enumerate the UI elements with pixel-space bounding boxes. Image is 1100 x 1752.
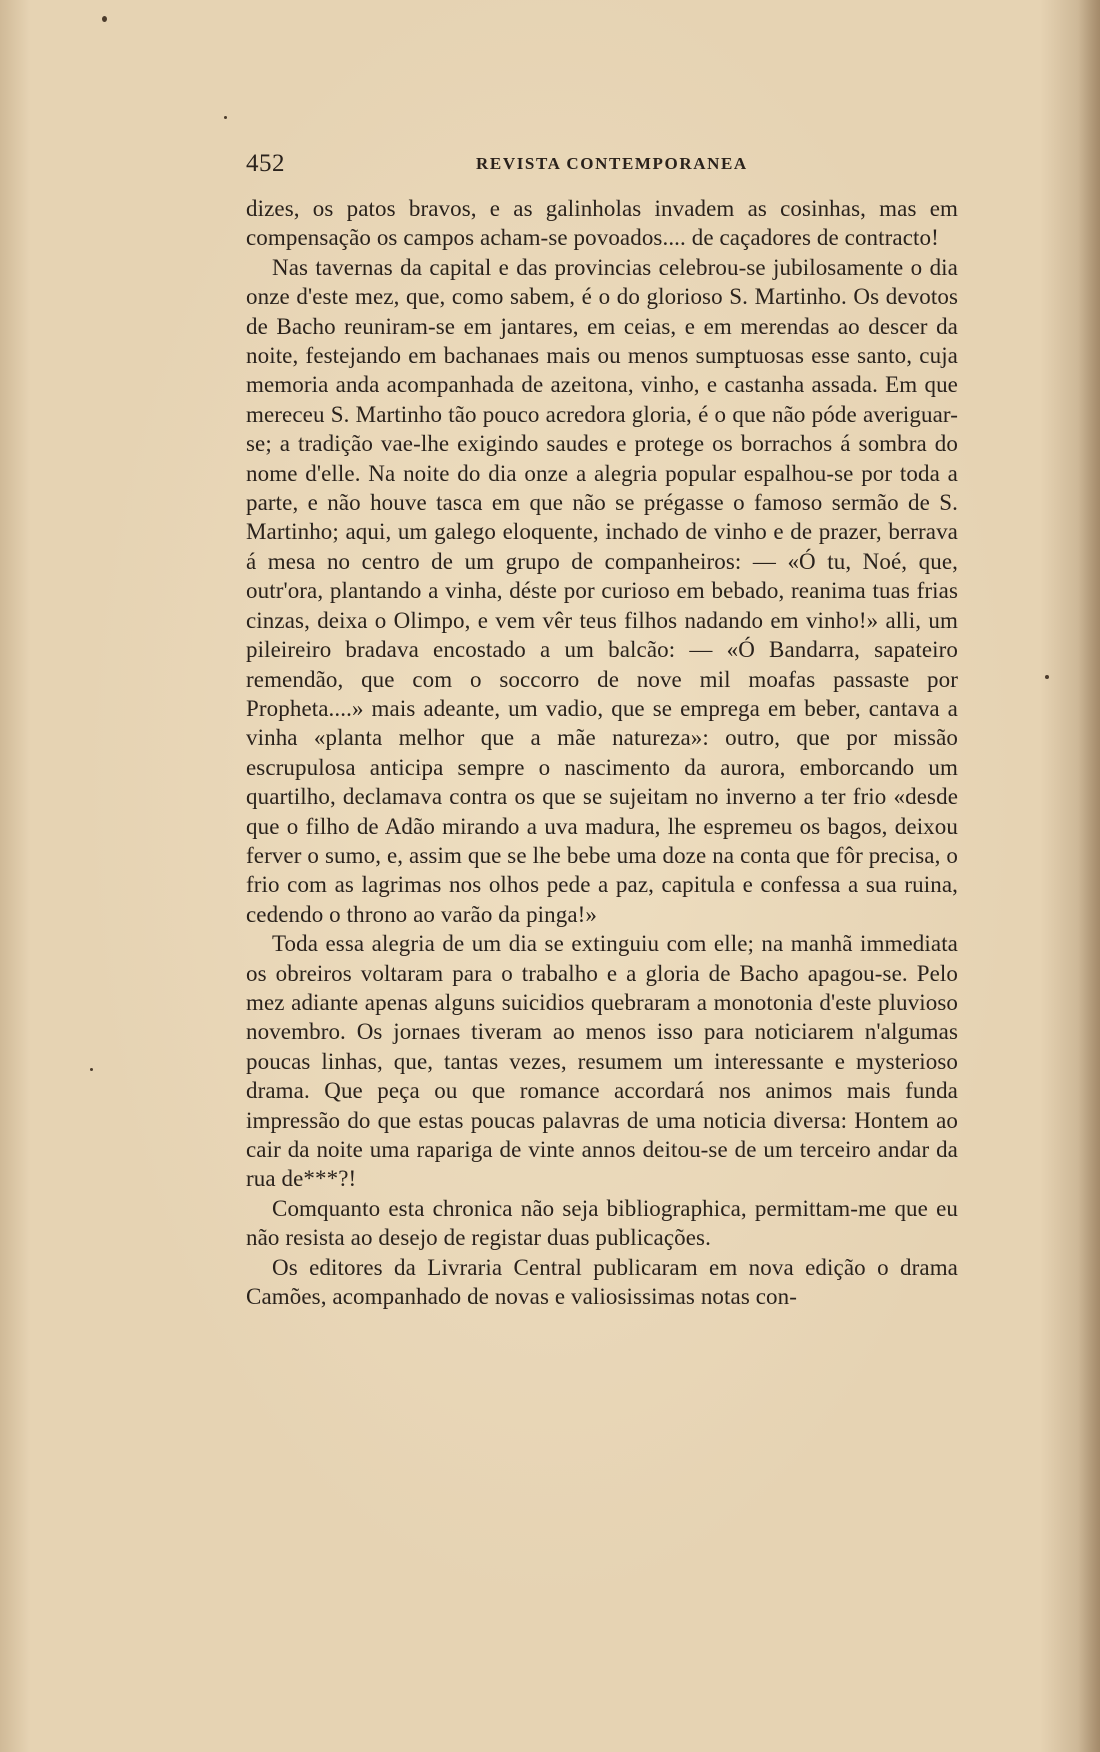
paragraph-4: Comquanto esta chronica não seja bibliographica, permittam-me que eu não resista ao desejo de registar duas publicações. — [246, 1195, 958, 1251]
page-number: 452 — [246, 150, 285, 177]
ink-speck — [90, 1068, 93, 1071]
paragraph-5: Os editores da Livraria Central publicaram em nova edição o drama Camões, acompanhado de novas e valiosissimas notas con- — [246, 1254, 958, 1310]
paragraph-3: Toda essa alegria de um dia se extinguiu com elle; na manhã immediata os obreiros voltaram para o trabalho e a gloria de Bacho apagou-se. Pelo mez adiante apenas alguns suicidios quebraram a monotonia d'este pluvioso novembro. Os jornaes tiveram ao menos isso para noticiarem n'algumas poucas linhas, que, tantas vezes, resumem um interessante e mysterioso drama. Que peça ou que romance accordará nos animos mais funda impressão do que estas poucas palavras de uma noticia diversa: Hontem ao cair da noite uma rapariga de vinte annos deitou-se de um terceiro andar da rua de***?! — [246, 931, 958, 1192]
paragraph-2: Nas tavernas da capital e das provincias celebrou-se jubilosamente o dia onze d'este mez, que, como sabem, é o do glorioso S. Martinho. Os devotos de Bacho reuniram-se em jantares, em ceias, e em merendas ao descer da noite, festejando em bachanaes mais ou menos sumptuosas esse santo, cuja memoria anda acompanhada de azeitona, vinho, e castanha assada. Em que mereceu S. Martinho tão pouco acredora gloria, é o que não póde averiguar-se; a tradição vae-lhe exigindo saudes e protege os borrachos á sombra do nome d'elle. Na noite do dia onze a alegria popular espalhou-se por toda a parte, e não houve tasca em que não se prégasse o famoso sermão de S. Martinho; aqui, um galego eloquente, inchado de vinho e de prazer, berrava á mesa no centro de um grupo de companheiros: — «Ó tu, Noé, que, outr'ora, plantando a vinha, déste por curioso em bebado, reanima tuas frias cinzas, deixa o Olimpo, e vem vêr teus filhos nadando em vinho!» alli, um pileireiro bradava encostado a um balcão: — «Ó Bandarra, sapateiro remendão, que com o soccorro de nove mil moafas passaste por Propheta....» mais adeante, um vadio, que se emprega em beber, cantava a vinha «planta melhor que a mãe natureza»: outro, que por missão escrupulosa anticipa sempre o nascimento da aurora, emborcando um quartilho, declamava contra os que se sujeitam no inverno a ter frio «desde que o filho de Adão mirando a uva madura, lhe espremeu os bagos, deixou ferver o sumo, e, assim que se lhe bebe uma doze na conta que fôr precisa, o frio com as lagrimas nos olhos pede a paz, capitula e confessa a sua ruina, cedendo o throno ao varão da pinga!» — [246, 254, 958, 927]
page-header — [246, 150, 958, 180]
paragraph-1: dizes, os patos bravos, e as galinholas invadem as cosinhas, mas em compensação os campos acham-se povoados.... de caçadores de contracto! — [246, 196, 958, 251]
body-text — [246, 194, 958, 1311]
running-title: REVISTA CONTEMPORANEA — [476, 154, 748, 173]
ink-speck — [102, 16, 107, 22]
ink-speck — [224, 116, 227, 119]
page-spine-shadow — [1078, 0, 1100, 1752]
ink-speck — [1045, 675, 1049, 679]
